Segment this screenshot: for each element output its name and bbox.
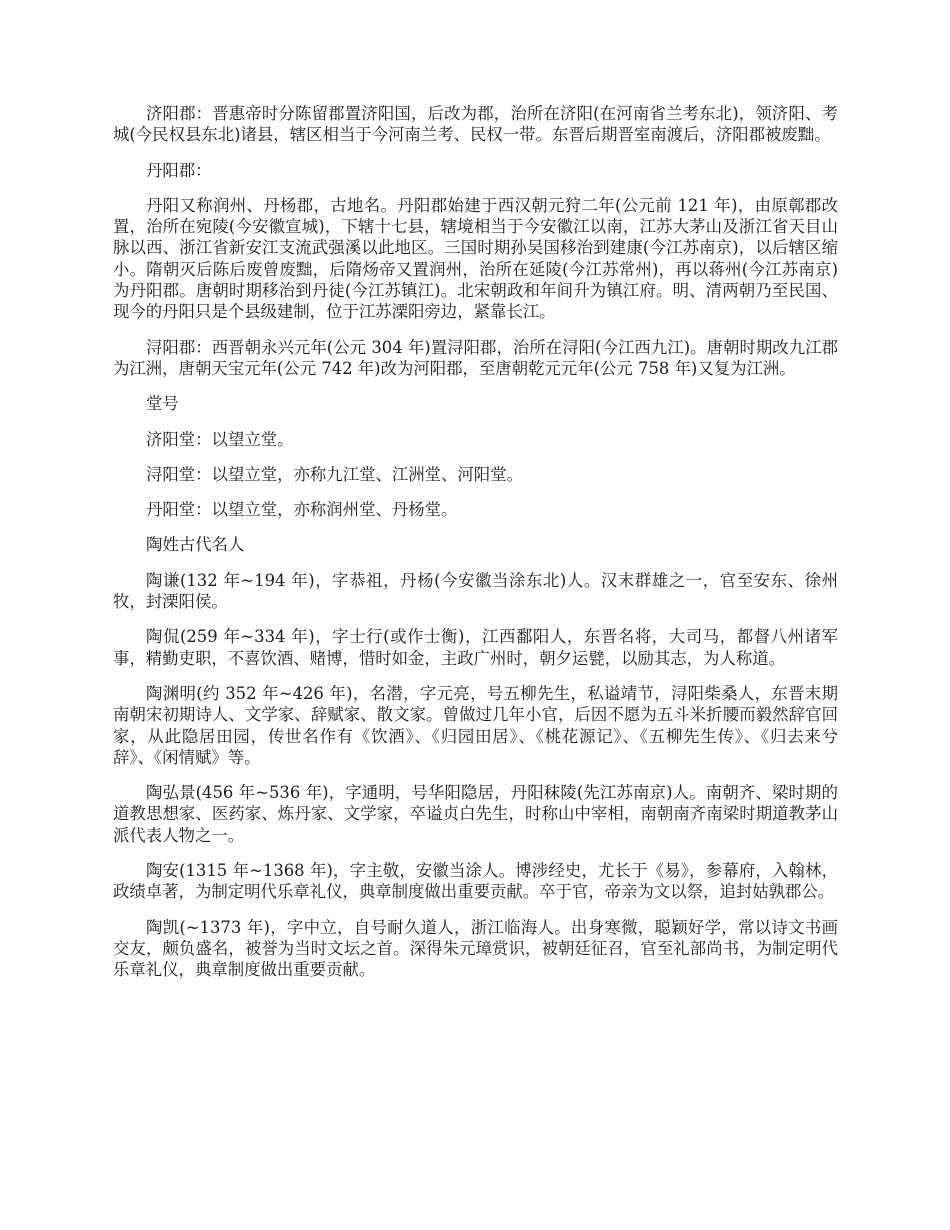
paragraph-danyang-commandery: 丹阳又称润州、丹杨郡，古地名。丹阳郡始建于西汉朝元狩二年(公元前 121 年)，由原鄣郡改置，治所在宛陵(今安徽宣城)，下辖十七县，辖境相当于今安徽江以南，江苏大茅山及浙江省天目山脉以西、浙江省新安江支流武强溪以此地区。三国时期孙吴国移治到建康(今江苏南京)，以后辖区缩小。隋朝灭后陈后废曾废黜，后隋炀帝又置润州，治所在延陵(今江苏常州)，再以蒋州(今江苏南京)为丹阳郡。唐朝时期移治到丹徒(今江苏镇江)。北宋朝政和年间升为镇江府。明、清两朝乃至民国、现今的丹阳只是个县级建制，位于江苏溧阳旁边，紧靠长江。 bbox=[113, 195, 838, 322]
paragraph-jiyang-hall: 济阳堂：以望立堂。 bbox=[146, 429, 294, 449]
document-body bbox=[113, 103, 838, 995]
paragraph-tao-an: 陶安(1315 年~1368 年)，字主敬，安徽当涂人。博涉经史，尤长于《易》，参幕府，入翰林，政绩卓著，为制定明代乐章礼仪，典章制度做出重要贡献。卒于官，帝亲为文以祭，追封姑孰郡公。 bbox=[113, 861, 838, 902]
paragraph-tao-kai: 陶凯(~1373 年)，字中立，自号耐久道人，浙江临海人。出身寒微，聪颖好学，常以诗文书画交友，颇负盛名，被誉为当时文坛之首。深得朱元璋赏识，被朝廷征召，官至礼部尚书，为制定明代乐章礼仪，典章制度做出重要贡献。 bbox=[113, 917, 838, 980]
section-heading-famous-people: 陶姓古代名人 bbox=[146, 535, 245, 555]
paragraph-xunyang-hall: 浔阳堂：以望立堂，亦称九江堂、江洲堂、河阳堂。 bbox=[146, 464, 523, 484]
paragraph-tao-kan: 陶侃(259 年~334 年)，字士行(或作士衡)，江西鄱阳人，东晋名将，大司马，都督八州诸军事，精勤吏职，不喜饮酒、赌博，惜时如金，主政广州时，朝夕运甓，以励其志，为人称道。 bbox=[113, 627, 838, 668]
paragraph-danyang-hall: 丹阳堂：以望立堂，亦称润州堂、丹杨堂。 bbox=[146, 500, 458, 520]
paragraph-tao-qian: 陶谦(132 年~194 年)，字恭祖，丹杨(今安徽当涂东北)人。汉末群雄之一，官至安东、徐州牧，封溧阳侯。 bbox=[113, 570, 838, 612]
paragraph-danyang-heading: 丹阳郡： bbox=[146, 160, 212, 180]
paragraph-xunyang-commandery: 浔阳郡：西晋朝永兴元年(公元 304 年)置浔阳郡，治所在浔阳(今江西九江)。唐朝时期改九江郡为江洲，唐朝天宝元年(公元 742 年)改为河阳郡，至唐朝乾元元年(公元 758 年)又复为江洲。 bbox=[113, 337, 838, 378]
paragraph-tao-yuanming: 陶渊明(约 352 年~426 年)，名潜，字元亮，号五柳先生，私谥靖节，浔阳柴桑人，东晋末期南朝宋初期诗人、文学家、辞赋家、散文家。曾做过几年小官，后因不愿为五斗米折腰而毅然辞官回家，从此隐居田园，传世名作有《饮酒》、《归园田居》、《桃花源记》、《五柳先生传》、《归去来兮辞》、《闲情赋》等。 bbox=[113, 683, 838, 767]
section-heading-hall-names: 堂号 bbox=[146, 394, 179, 414]
paragraph-tao-hongjing: 陶弘景(456 年~536 年)，字通明，号华阳隐居，丹阳秣陵(先江苏南京)人。南朝齐、梁时期的道教思想家、医药家、炼丹家、文学家，卒谥贞白先生，时称山中宰相，南朝南齐南梁时期道教茅山派代表人物之一。 bbox=[113, 783, 838, 845]
paragraph-jiyang-commandery: 济阳郡：晋惠帝时分陈留郡置济阳国，后改为郡，治所在济阳(在河南省兰考东北)，领济阳、考城(今民权县东北)诸县，辖区相当于今河南兰考、民权一带。东晋后期晋室南渡后，济阳郡被废黜。 bbox=[113, 104, 838, 145]
